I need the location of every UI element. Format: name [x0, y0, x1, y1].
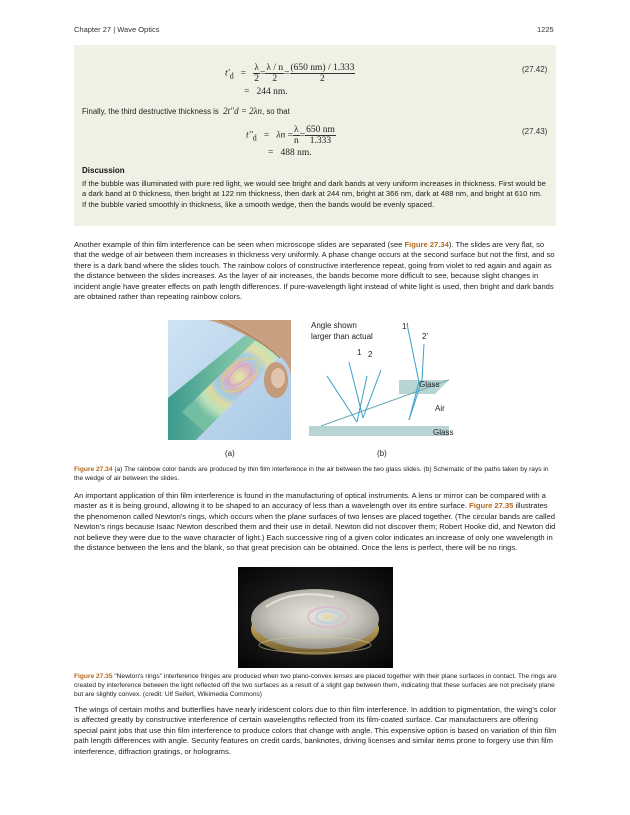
figure-27-34-label-b: (b) [377, 449, 387, 458]
equation-number-27-42: (27.42) [522, 65, 548, 74]
eq1-frac2: $\frac{\lambda / n}{2}$ [266, 63, 284, 84]
paragraph-2: An important application of thin film interference is found in the manufacturing of optical instruments. A lens or mirror can be compared with a master as it is being ground, allowing it to be shaped to an accuracy of less than a wavelength over its entire surface. Figure 27.35 illustrates the phenomenon called Newton's rings, which occurs when the plane surfaces of two lenses are placed together. (The circular bands are called Newton's rings because Isaac Newton described them and their use in detail. Newton did not discover them; Robert Hooke did, and Newton did not believe they were due to the wave character of light.) Each successive ring of a given color indicates an increase of only one wavelength in the distance between the lens and the blank, so that great precision can be obtained. Once the lens is perfect, there will be no rings. [74, 491, 556, 553]
eq2-frac2: $\frac{650 nm}{1.333}$ [306, 125, 335, 146]
eq1-frac3: $\frac{(650 nm) / 1.333}{2}$ [290, 63, 355, 84]
running-header: Chapter 27 | Wave Optics [74, 25, 160, 34]
equation-number-27-43: (27.43) [522, 127, 548, 136]
figure-27-34-caption: Figure 27.34 (a) The rainbow color bands are produced by thin film interference in the air between the two glass slides. (b) Schematic of the paths taken by rays in the wedge of air between the slides. [74, 466, 549, 482]
figure-27-34-label-a: (a) [225, 449, 235, 458]
eq2-frac1: $\frac{\lambda}{n}$ [293, 125, 299, 146]
eq1-equals: = [240, 68, 247, 79]
equation-27-42: $t'_d$ = $\frac{\lambda}{2}$ = $\frac{\lambda / n}{2}$ = $\frac{(650 nm) / 1.333}{2}$ [225, 63, 355, 84]
ray-label-1-prime: 1′ [402, 322, 408, 331]
ray-label-1: 1 [357, 348, 362, 357]
figure-27-35-link[interactable]: Figure 27.35 [469, 501, 514, 511]
air-label: Air [435, 404, 445, 413]
eq1-lhs-sub: d [229, 71, 234, 81]
figure-27-34-caption-label: Figure 27.34 [74, 466, 113, 473]
ray-label-2: 2 [368, 350, 373, 359]
example-box [74, 45, 556, 226]
glass-bottom-label: Glass [433, 428, 454, 437]
figure-27-35-photo [238, 567, 393, 668]
equation-27-43: $t''_d$ = λn = $\frac{\lambda}{n}$ = $\frac{650 nm}{1.333}$ [246, 125, 335, 146]
eq1-lhs: t′ [225, 68, 230, 79]
page-number: 1225 [537, 25, 554, 34]
eq2-lhs-sub: d [252, 133, 257, 143]
figure-27-35-caption: Figure 27.35 "Newton's rings" interference fringes are produced when two plano-convex lenses are placed together with their plane surfaces in contact. The rings are created by interference between the light reflected off the two surfaces as a result of a slight gap between them, indicating that these surfaces are not precisely plane but are slightly convex. (credit: Ulf Seifert, Wikimedia Commons) [74, 673, 557, 698]
figure-27-34a-photo [168, 320, 291, 440]
eq1-frac1: $\frac{\lambda}{2}$ [254, 63, 260, 84]
eq2-line2: = 488 nm. [268, 148, 312, 158]
finally-math: 2t′′d = 2λn [223, 106, 263, 116]
eq2-mid: λn [276, 130, 286, 141]
figure-27-34-link[interactable]: Figure 27.34 [404, 240, 449, 249]
eq1-line2: = 244 nm. [244, 87, 288, 97]
eq2-lhs: t′′ [246, 130, 253, 141]
ray-label-2-prime: 2′ [422, 332, 428, 341]
discussion-text: If the bubble was illuminated with pure red light, we would see bright and dark bands at very uniform increases in thickness. First would be a dark band at 0 thickness, then bright at 122 nm thickness, then dark at 244 nm, bright at 366 nm, dark at 488 nm, and bright at 610 nm. If the bubble varied smoothly in thickness, like a smooth wedge, then the bands would be evenly spaced. [82, 179, 546, 209]
figure-27-34b-note: Angle shown larger than actual [311, 321, 373, 341]
discussion-title: Discussion [82, 166, 125, 175]
glass-top-label: Glass [419, 380, 440, 389]
glass-bottom-slab [309, 426, 449, 436]
finally-line: Finally, the third destructive thickness is 2t′′d = 2λn, so that [82, 106, 290, 116]
paragraph-3: The wings of certain moths and butterflies have nearly iridescent colors due to thin film interference. In addition to pigmentation, the wing's color is affected greatly by constructive interference of certain wavelengths reflected from its film-coated surface. Car manufacturers are offering special paint jobs that use thin film interference to produce colors that change with angle. This expensive option is based on variation of thin film path length differences with angle. Security features on credit cards, banknotes, driving licenses and similar items prone to forgery use thin film interference, diffraction gratings, or holograms. [74, 705, 557, 756]
figure-27-35-caption-label: Figure 27.35 [74, 673, 113, 680]
paragraph-1: Another example of thin film interference can be seen when microscope slides are separated (see Figure 27.34). The slides are very flat, so that the wedge of air between them increases in thickness very uniformly. A phase change occurs at the second surface but not the first, and so there is a dark band where the slides touch. The rainbow colors of constructive interference repeat, going from violet to red again and again as the distance between the slides increases. As the layer of air increases, the bands become more difficult to see, because slight changes in incident angle have greater effects on path length differences. If pure-wavelength light instead of white light is used, then bright and dark bands are obtained rather than repeating rainbow colors. [74, 240, 555, 302]
